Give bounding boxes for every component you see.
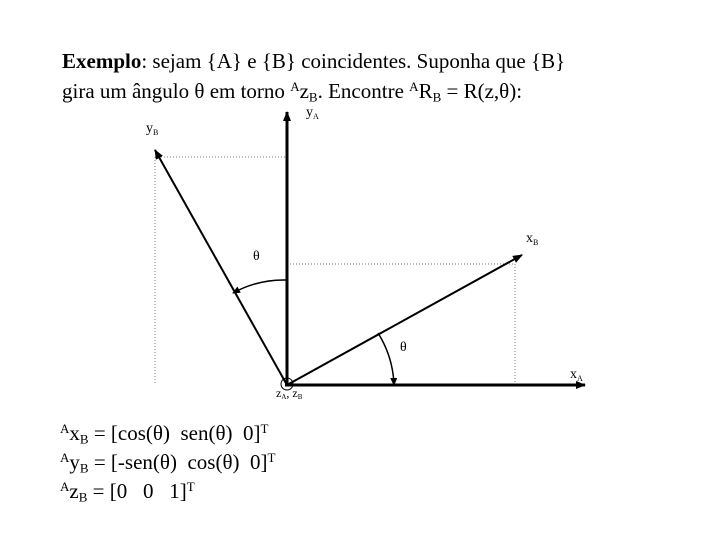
- eq-x-var: x: [69, 421, 80, 445]
- title-r: R: [418, 79, 433, 103]
- title-sup-a1: A: [290, 78, 300, 94]
- eq-z-var: z: [69, 479, 79, 503]
- title-line2-a: gira um ângulo θ em torno: [62, 79, 291, 103]
- eq-x-sup: A: [60, 420, 70, 436]
- title-sup-a2: A: [409, 78, 419, 94]
- title-line2-c: = R(z,θ):: [441, 79, 523, 103]
- angle-arc-upper: [233, 280, 287, 293]
- angle-arc-lower: [378, 333, 394, 385]
- eq-y-sup: A: [60, 449, 70, 465]
- title-line2-b: . Encontre: [317, 79, 410, 103]
- label-theta-lower: θ: [400, 340, 407, 355]
- eq-z-exp: T: [186, 478, 195, 494]
- eq-z-sub: B: [78, 489, 88, 505]
- equation-z-b: [60, 479, 195, 503]
- label-x-b: $x_B$: [526, 231, 539, 247]
- title-line1-text: : sejam {A} e {B} coincidentes. Suponha que {B}: [141, 49, 566, 73]
- title-sub-b2: B: [432, 89, 442, 105]
- label-x-a: $x_A$: [570, 367, 583, 383]
- equation-x-b: [60, 421, 268, 445]
- eq-y-var: y: [69, 450, 80, 474]
- axis-x-b: [287, 255, 522, 385]
- title-bold: Exemplo: [62, 49, 142, 73]
- eq-x-rhs: = [cos(θ) sen(θ) 0]: [88, 421, 261, 445]
- eq-x-sub: B: [79, 431, 89, 447]
- label-y-a: $y_A$: [306, 105, 319, 121]
- title-z: z: [299, 79, 309, 103]
- eq-z-rhs: = [0 0 1]: [87, 479, 187, 503]
- equation-y-b: [60, 450, 275, 474]
- eq-z-sup: A: [60, 478, 70, 494]
- eq-y-exp: T: [267, 449, 276, 465]
- axis-y-b: [155, 150, 287, 385]
- label-y-b: $y_B$: [146, 121, 159, 137]
- eq-x-exp: T: [260, 420, 269, 436]
- eq-y-sub: B: [79, 460, 89, 476]
- label-theta-upper: θ: [253, 249, 260, 264]
- title-sub-b1: B: [308, 89, 318, 105]
- eq-y-rhs: = [-sen(θ) cos(θ) 0]: [88, 450, 268, 474]
- label-origin-z: zA, zB: [276, 386, 303, 401]
